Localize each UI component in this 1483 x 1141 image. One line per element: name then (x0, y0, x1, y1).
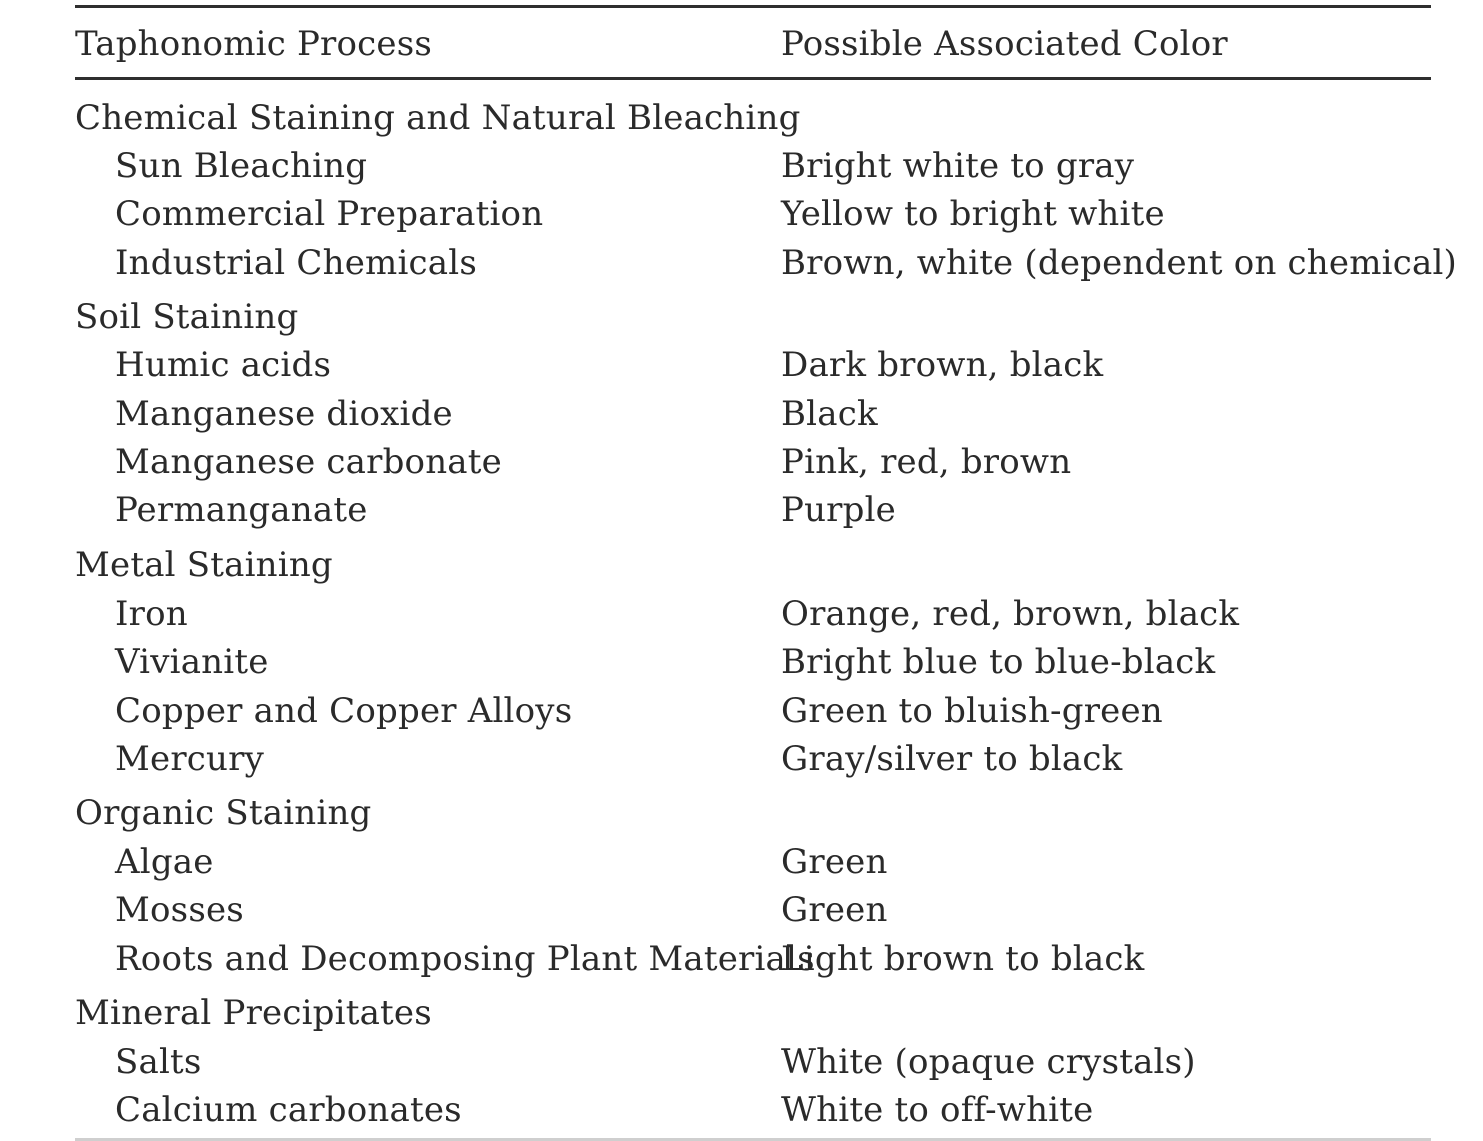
column-header-process: Taphonomic Process (75, 24, 433, 64)
table-row (75, 640, 1431, 686)
process-cell: Commercial Preparation (115, 194, 544, 234)
process-cell: Mosses (115, 890, 244, 930)
process-cell: Sun Bleaching (115, 146, 368, 186)
process-cell: Roots and Decomposing Plant Materials (115, 939, 815, 979)
group-label: Soil Staining (75, 297, 299, 337)
table-body (75, 0, 1457, 1141)
color-cell: Black (781, 394, 878, 434)
table-row (75, 192, 1431, 238)
column-header-color: Possible Associated Color (781, 24, 1228, 64)
color-cell: Green (781, 842, 888, 882)
table-row (75, 1088, 1431, 1134)
process-cell: Algae (115, 842, 214, 882)
table-row-group (75, 991, 1431, 1037)
group-label: Metal Staining (75, 545, 333, 585)
process-cell: Copper and Copper Alloys (115, 691, 573, 731)
color-cell: Orange, red, brown, black (781, 594, 1240, 634)
table-row-group (75, 543, 1431, 589)
process-cell: Manganese dioxide (115, 394, 453, 434)
color-cell: White to off-white (781, 1090, 1094, 1130)
process-cell: Iron (115, 594, 188, 634)
process-cell: Vivianite (115, 642, 269, 682)
color-cell: Green to bluish-green (781, 691, 1163, 731)
process-cell: Calcium carbonates (115, 1090, 462, 1130)
color-cell: Pink, red, brown (781, 442, 1072, 482)
process-cell: Humic acids (115, 345, 332, 385)
group-label: Chemical Staining and Natural Bleaching (75, 98, 801, 138)
table-row (75, 840, 1431, 886)
table-row-group (75, 295, 1431, 341)
color-cell: Green (781, 890, 888, 930)
table-row (75, 392, 1431, 438)
table-row (75, 937, 1431, 983)
table-row (75, 488, 1431, 534)
group-label: Mineral Precipitates (75, 993, 432, 1033)
color-cell: Brown, white (dependent on chemical) (781, 243, 1457, 283)
table-row (75, 343, 1431, 389)
process-cell: Permanganate (115, 490, 368, 530)
color-cell: Purple (781, 490, 896, 530)
table-row (75, 144, 1431, 190)
table-row-group (75, 96, 1431, 142)
process-cell: Salts (115, 1042, 202, 1082)
table-row-group (75, 791, 1431, 837)
table-row (75, 440, 1431, 486)
color-cell: Gray/silver to black (781, 739, 1123, 779)
taphonomy-color-table (75, 0, 1457, 1141)
table-row (75, 737, 1431, 783)
color-cell: Bright blue to blue-black (781, 642, 1216, 682)
process-cell: Mercury (115, 739, 264, 779)
color-cell: Light brown to black (781, 939, 1145, 979)
color-cell: Bright white to gray (781, 146, 1135, 186)
process-cell: Manganese carbonate (115, 442, 502, 482)
color-cell: Yellow to bright white (781, 194, 1165, 234)
table-row (75, 592, 1431, 638)
table-row (75, 241, 1457, 287)
group-label: Organic Staining (75, 793, 372, 833)
table-row (75, 689, 1431, 735)
color-cell: White (opaque crystals) (781, 1042, 1196, 1082)
table-row (75, 1040, 1431, 1086)
table-row (75, 888, 1431, 934)
process-cell: Industrial Chemicals (115, 243, 477, 283)
color-cell: Dark brown, black (781, 345, 1104, 385)
